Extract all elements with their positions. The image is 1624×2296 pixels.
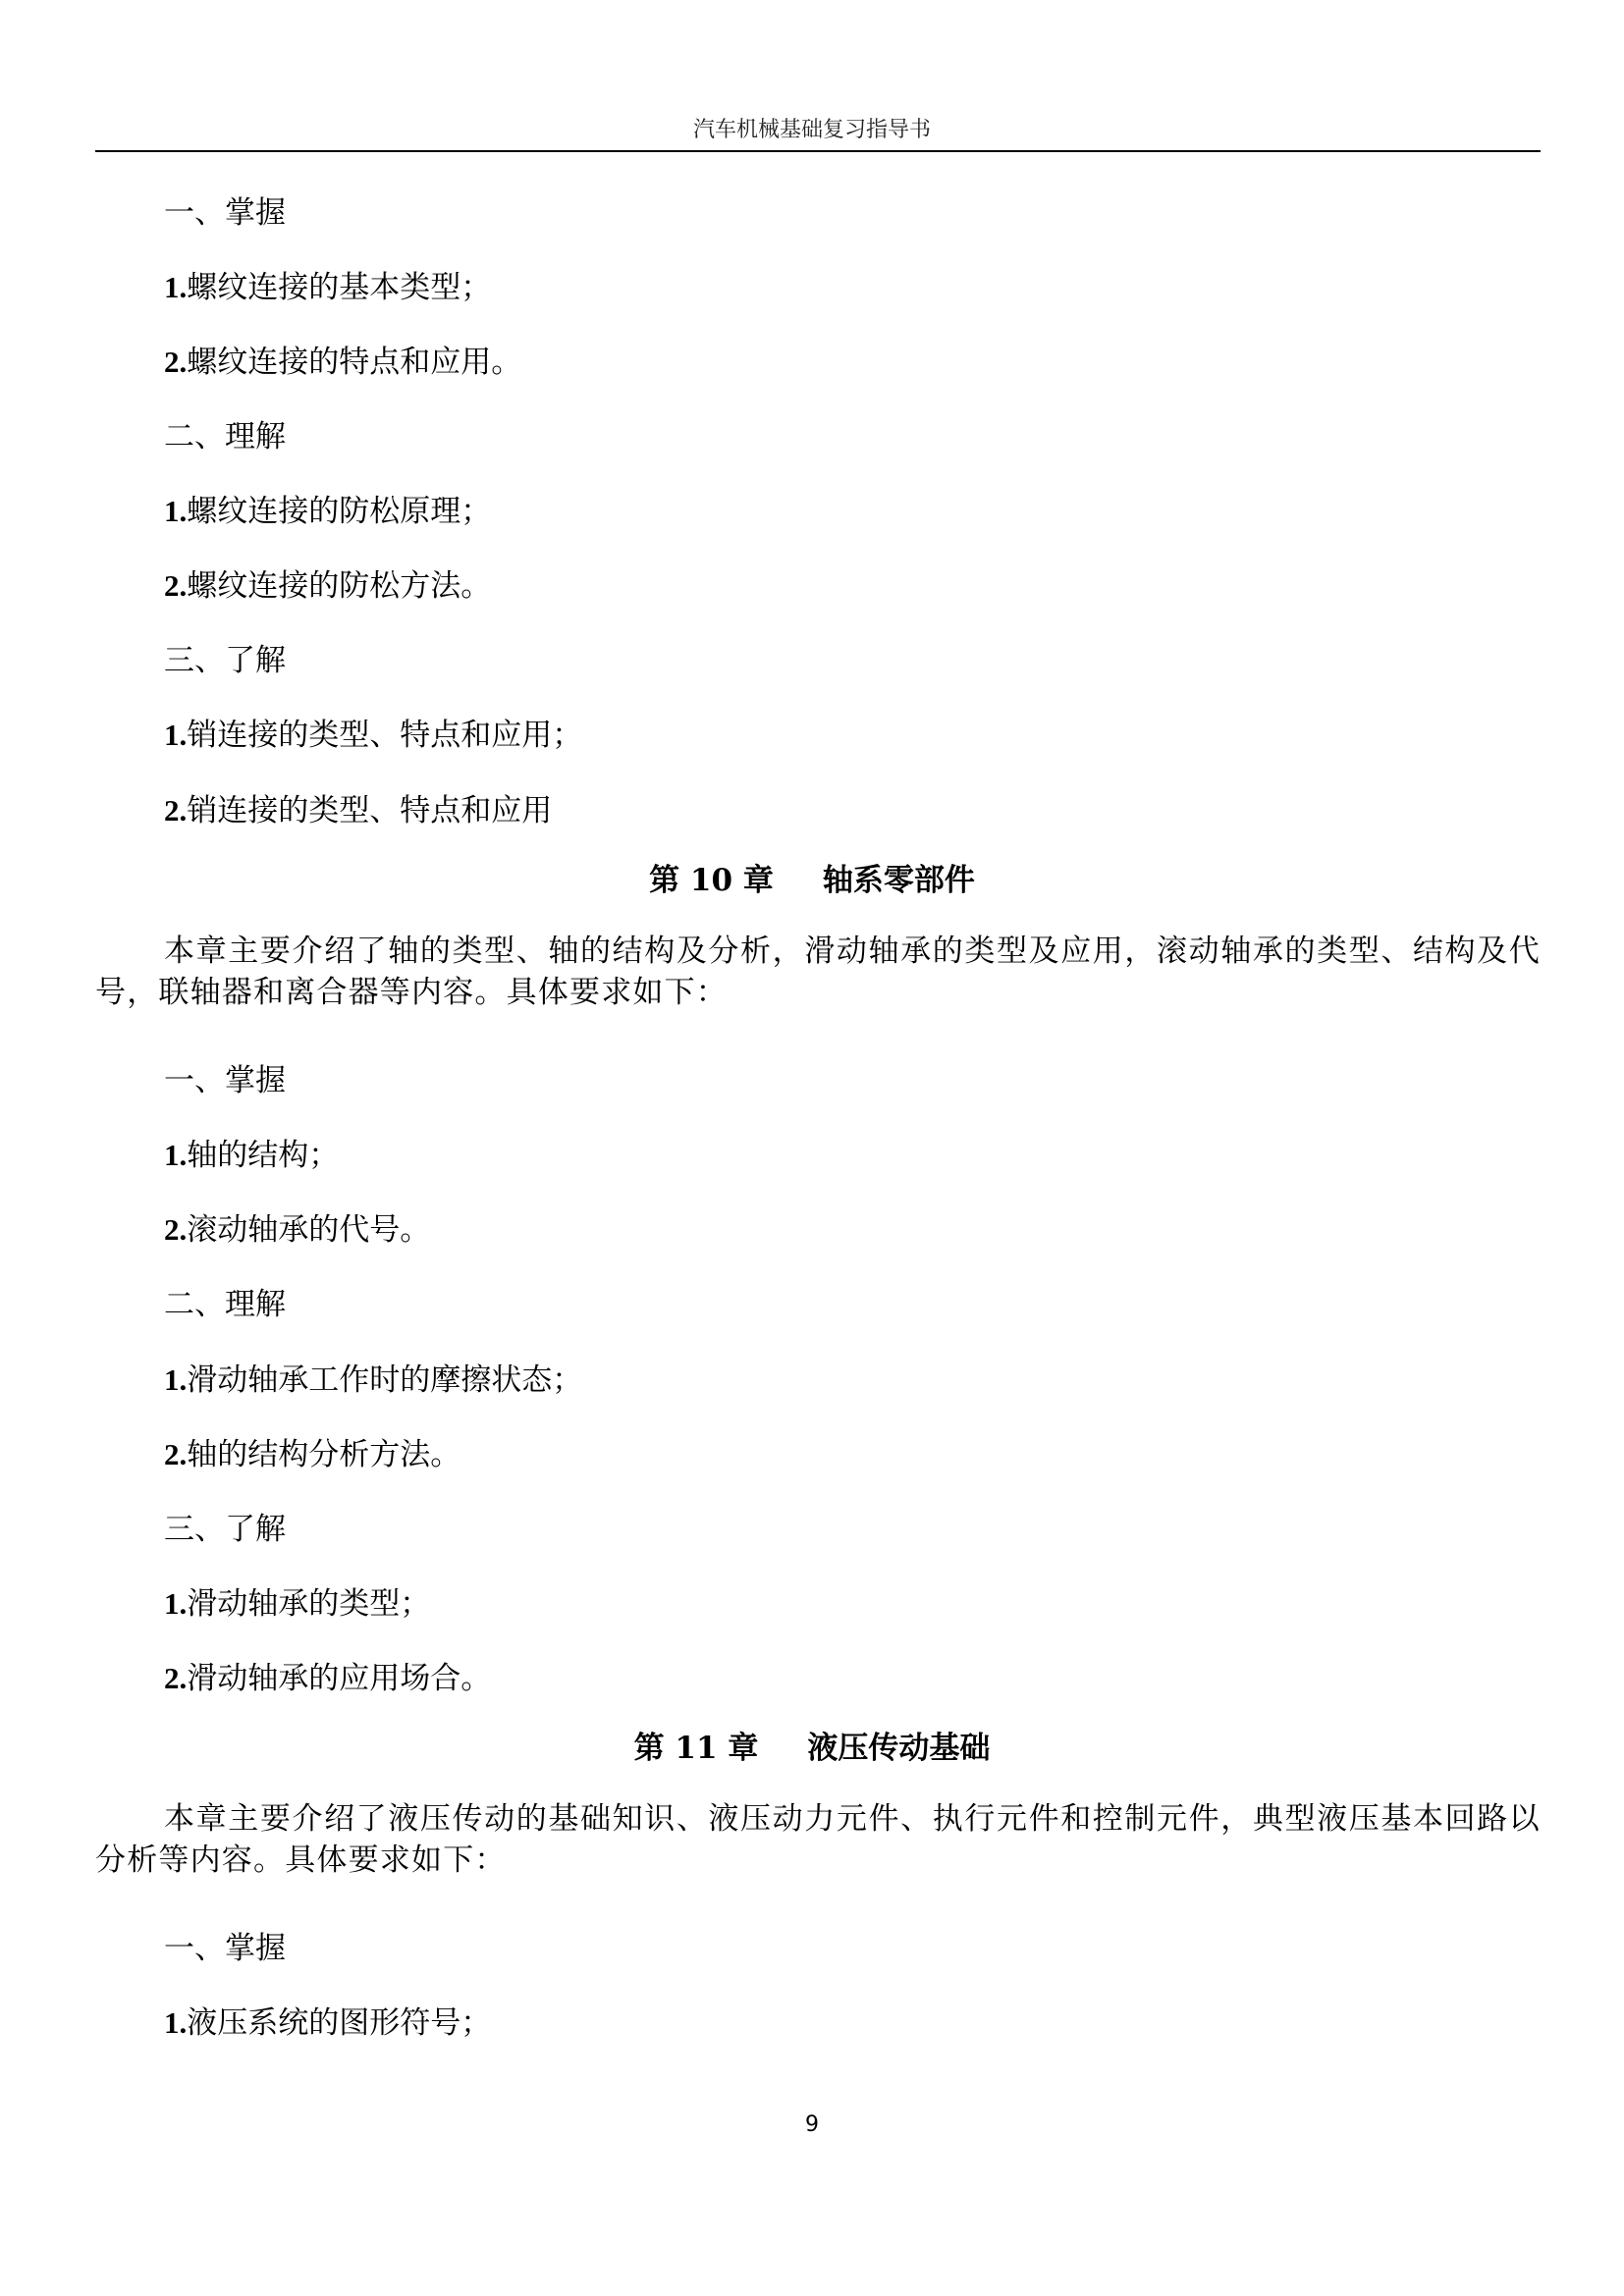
list-item-text: 螺纹连接的特点和应用。 [187, 345, 522, 380]
chapter-11-intro: 本章主要介绍了液压传动的基础知识、液压动力元件、执行元件和控制元件，典型液压基本回路以分析等内容。具体要求如下： [95, 1801, 1541, 1878]
list-item [164, 565, 491, 607]
section-heading-master: 一、掌握 [164, 1931, 286, 1966]
chapter-number: 第 10 章 [649, 863, 774, 898]
chapter-title: 轴系零部件 [822, 863, 975, 898]
list-item [164, 1658, 491, 1699]
list-item [164, 1360, 582, 1401]
list-item-text: 液压系统的图形符号； [187, 2005, 492, 2041]
list-item [164, 1583, 430, 1625]
list-item-text: 滑动轴承工作时的摩擦状态； [187, 1362, 583, 1398]
list-item-text: 销连接的类型、特点和应用 [187, 793, 553, 828]
list-item-number: 1. [164, 1362, 188, 1397]
section-heading-know: 三、了解 [164, 1512, 286, 1547]
list-item [164, 1209, 430, 1251]
list-item-number: 1. [164, 1138, 188, 1172]
list-item-number: 2. [164, 1212, 188, 1247]
list-item-text: 螺纹连接的基本类型； [187, 270, 492, 305]
list-item-number: 1. [164, 270, 188, 304]
chapter-number: 第 11 章 [633, 1731, 759, 1766]
list-item [164, 491, 491, 532]
list-item-text: 滑动轴承的类型； [187, 1586, 431, 1622]
chapter-title: 液压传动基础 [807, 1731, 991, 1766]
list-item-text: 滑动轴承的应用场合。 [187, 1661, 492, 1696]
list-item-number: 2. [164, 793, 188, 828]
list-item-number: 1. [164, 494, 188, 528]
chapter-10-heading [0, 860, 1624, 901]
section-heading-know: 三、了解 [164, 643, 286, 678]
list-item [164, 342, 521, 383]
list-item [164, 2002, 491, 2044]
list-item-text: 轴的结构分析方法。 [187, 1437, 461, 1472]
section-heading-master: 一、掌握 [164, 195, 286, 231]
list-item-text: 螺纹连接的防松方法。 [187, 568, 492, 604]
page-number: 9 [805, 2112, 819, 2137]
list-item-text: 滚动轴承的代号。 [187, 1212, 431, 1248]
chapter-11-heading [0, 1728, 1624, 1769]
list-item-text: 螺纹连接的防松原理； [187, 494, 492, 529]
list-item-number: 2. [164, 345, 188, 379]
list-item [164, 1135, 339, 1176]
list-item-number: 2. [164, 568, 188, 603]
header-divider [95, 150, 1541, 152]
list-item [164, 715, 582, 756]
list-item-number: 1. [164, 718, 188, 752]
list-item-number: 1. [164, 1586, 188, 1621]
list-item-number: 2. [164, 1437, 188, 1471]
section-heading-understand: 二、理解 [164, 1287, 286, 1322]
list-item-number: 2. [164, 1661, 188, 1695]
list-item-text: 轴的结构； [187, 1138, 340, 1173]
section-heading-understand: 二、理解 [164, 419, 286, 454]
list-item-text: 销连接的类型、特点和应用； [187, 718, 583, 753]
list-item-number: 1. [164, 2005, 188, 2040]
section-heading-master: 一、掌握 [164, 1063, 286, 1098]
list-item [164, 267, 491, 308]
list-item [164, 790, 552, 831]
chapter-10-intro: 本章主要介绍了轴的类型、轴的结构及分析，滑动轴承的类型及应用，滚动轴承的类型、结构及代号，联轴器和离合器等内容。具体要求如下： [95, 934, 1541, 1010]
list-item [164, 1434, 460, 1475]
running-header: 汽车机械基础复习指导书 [692, 118, 931, 142]
